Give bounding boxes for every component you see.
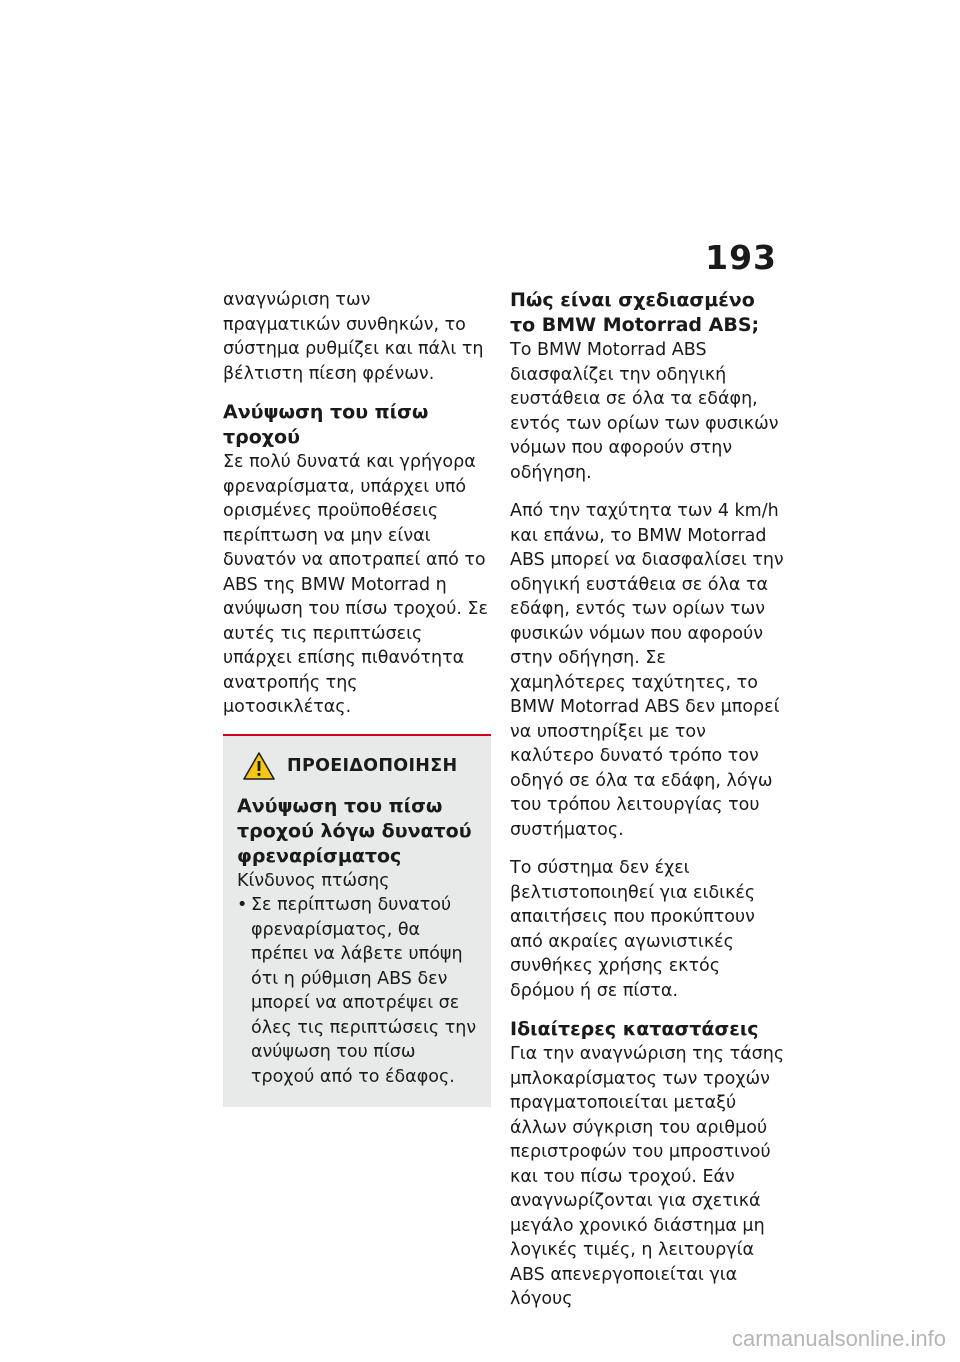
bullet-mark: • bbox=[237, 895, 248, 915]
track-paragraph: Το σύστημα δεν έχει βελτιστοποιηθεί για ειδικές απαιτήσεις που προκύπτουν από ακραίες αγωνιστικές συνθήκες χρήσης εκτός δρόμου ή σε πίστα. bbox=[510, 858, 756, 1001]
intro-paragraph: αναγνώριση των πραγματικών συνθηκών, το σύστημα ρυθμίζει και πάλι τη βέλτιστη πίεση φρένων. bbox=[223, 290, 484, 384]
design-paragraph: Το BMW Motorrad ABS διασφαλίζει την οδηγική ευστάθεια σε όλα τα εδάφη, εντός των ορίων των φυσικών νόμων που αφορούν στην οδήγηση. bbox=[510, 340, 779, 483]
warning-header bbox=[243, 752, 477, 780]
special-paragraph: Για την αναγνώριση της τάσης μπλοκαρίσματος των τροχών πραγματοποιείται μεταξύ άλλων σύγκριση του αριθμού περιστροφών του μπροστινού και του πίσω τροχού. Εάν αναγνωρίζονται για σχετικά μεγάλο χρονικό διάστημα μη λογικές τιμές, η λειτουργία ABS απενεργοποιείται για λόγους bbox=[510, 1044, 785, 1309]
warning-triangle-icon bbox=[243, 752, 275, 780]
rear-lift-heading: Ανύψωση του πίσω τροχού bbox=[223, 401, 429, 448]
warning-box bbox=[223, 736, 491, 1108]
warning-title: ΠΡΟΕΙΔΟΠΟΙΗΣΗ bbox=[287, 755, 458, 776]
right-column bbox=[510, 288, 785, 1326]
footer-watermark: carmanualsonline.info bbox=[731, 1326, 946, 1351]
design-heading: Πώς είναι σχεδιασμένο το BMW Motorrad ABS; bbox=[510, 289, 760, 336]
special-heading: Ιδιαίτερες καταστάσεις bbox=[510, 1018, 759, 1040]
warning-danger: Κίνδυνος πτώσης bbox=[237, 870, 390, 891]
warning-heading: Ανύψωση του πίσω τροχού λόγω δυνατού φρεναρίσματος bbox=[237, 794, 472, 867]
warning-bullet bbox=[237, 893, 477, 1089]
rear-lift-paragraph: Σε πολύ δυνατά και γρήγορα φρεναρίσματα, υπάρχει υπό ορισμένες προϋποθέσεις περίπτωση να μην είναι δυνατόν να αποτραπεί από το ABS της BMW Motorrad η ανύψωση του πίσω τροχού. Σε αυτές τις περιπτώσεις υπάρχει επίσης πιθανότητα ανατροπής της μοτοσικλέτας. bbox=[223, 452, 489, 717]
left-column bbox=[223, 288, 491, 1107]
speed-paragraph: Από την ταχύτητα των 4 km/h και επάνω, το BMW Motorrad ABS μπορεί να διασφαλίσει την οδηγική ευστάθεια σε όλα τα εδάφη, εντός των ορίων των φυσικών νόμων που αφορούν στην οδήγηση. Σε χαμηλότερες ταχύτητες, το BMW Motorrad ABS δεν μπορεί να υποστηρίξει με τον καλύτερο δυνατό τρόπο τον οδηγό σε όλα τα εδάφη, λόγω του τρόπου λειτουργίας του συστήματος. bbox=[510, 501, 784, 840]
page-number: 193 bbox=[705, 238, 777, 277]
warning-bullet-text: Σε περίπτωση δυνατού φρεναρίσματος, θα πρέπει να λάβετε υπόψη ότι η ρύθμιση ABS δεν μπορεί να αποτρέψει σε όλες τις περιπτώσεις την ανύψωση του πίσω τροχού από το έδαφος. bbox=[251, 895, 477, 1087]
